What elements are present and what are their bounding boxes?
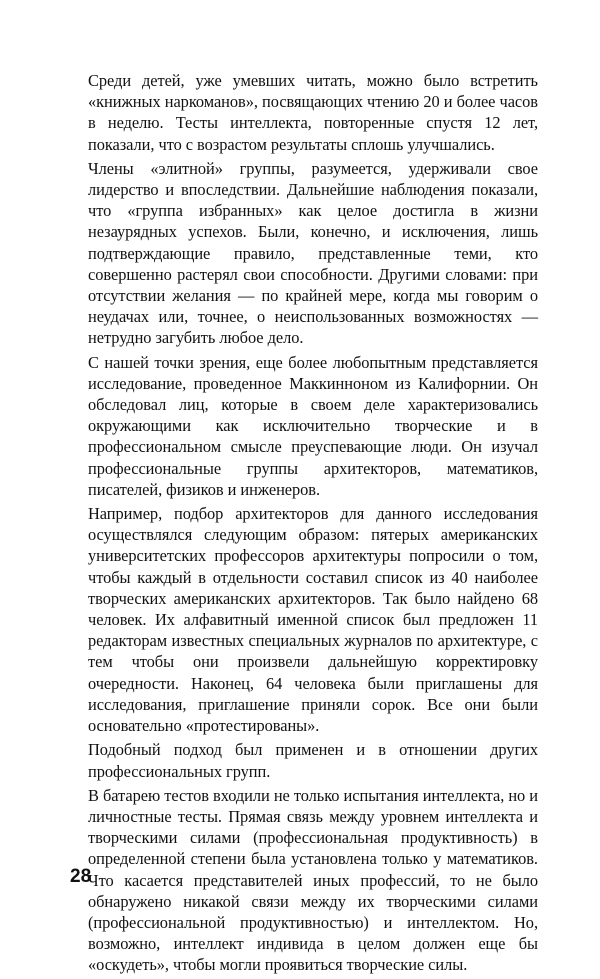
paragraph: С нашей точки зрения, еще более любопытным представляется исследование, проведенное Маккинноном из Калифорнии. Он обследовал лиц, которые в своем деле характеризовались окружающими как исключительно творческие и в профессиональном смысле преуспевающие люди. Он изучал профессиональные группы архитекторов, математиков, писателей, физиков и инженеров. xyxy=(88,352,538,499)
page-number: 28 xyxy=(70,866,92,887)
paragraph: Подобный подход был применен и в отношении других профессиональных групп. xyxy=(88,740,538,781)
paragraph: Члены «элитной» группы, разумеется, удерживали свое лидерство и впоследствии. Дальнейшие наблюдения показали, что «группа избранных» как целое достигла в жизни незаурядных успехов. Были, конечно, и исключения, лишь подтверждающие правило, представленные теми, кто совершенно растерял свои способности. Другими словами: при отсутствии желания — по крайней мере, когда мы говорим о неудачах или, точнее, о неиспользованных возможностях — нетрудно загубить любое дело. xyxy=(88,158,538,348)
paragraph: Среди детей, уже умевших читать, можно было встретить «книжных наркоманов», посвящающих чтению 20 и более часов в неделю. Тесты интеллекта, повторенные спустя 12 лет, показали, что с возрастом результаты сплошь улучшались. xyxy=(88,71,538,154)
body-text xyxy=(88,70,538,979)
paragraph: Например, подбор архитекторов для данного исследования осуществлялся следующим образом: пятерых американских университетских профессоров архитектуры попросили о том, чтобы каждый в отдельности составил список из 40 наиболее творческих американских архитекторов. Так было найдено 68 человек. Их алфавитный именной список был предложен 11 редакторам известных специальных журналов по архитектуре, с тем чтобы они произвели дальнейшую корректировку очередности. Наконец, 64 человека были приглашены для исследования, приглашение приняли сорок. Все они были основательно «протестированы». xyxy=(88,504,538,736)
paragraph: В батарею тестов входили не только испытания интеллекта, но и личностные тесты. Прямая связь между уровнем интеллекта и творческими силами (профессиональная продуктивность) в определенной степени была установлена только у математиков. Что касается представителей иных профессий, то не было обнаружено никакой связи между их творческими силами (профессиональной продуктивностью) и интеллектом. Но, возможно, интеллект индивида в целом должен еще бы «оскудеть», чтобы могли проявиться творческие силы. xyxy=(88,785,538,975)
